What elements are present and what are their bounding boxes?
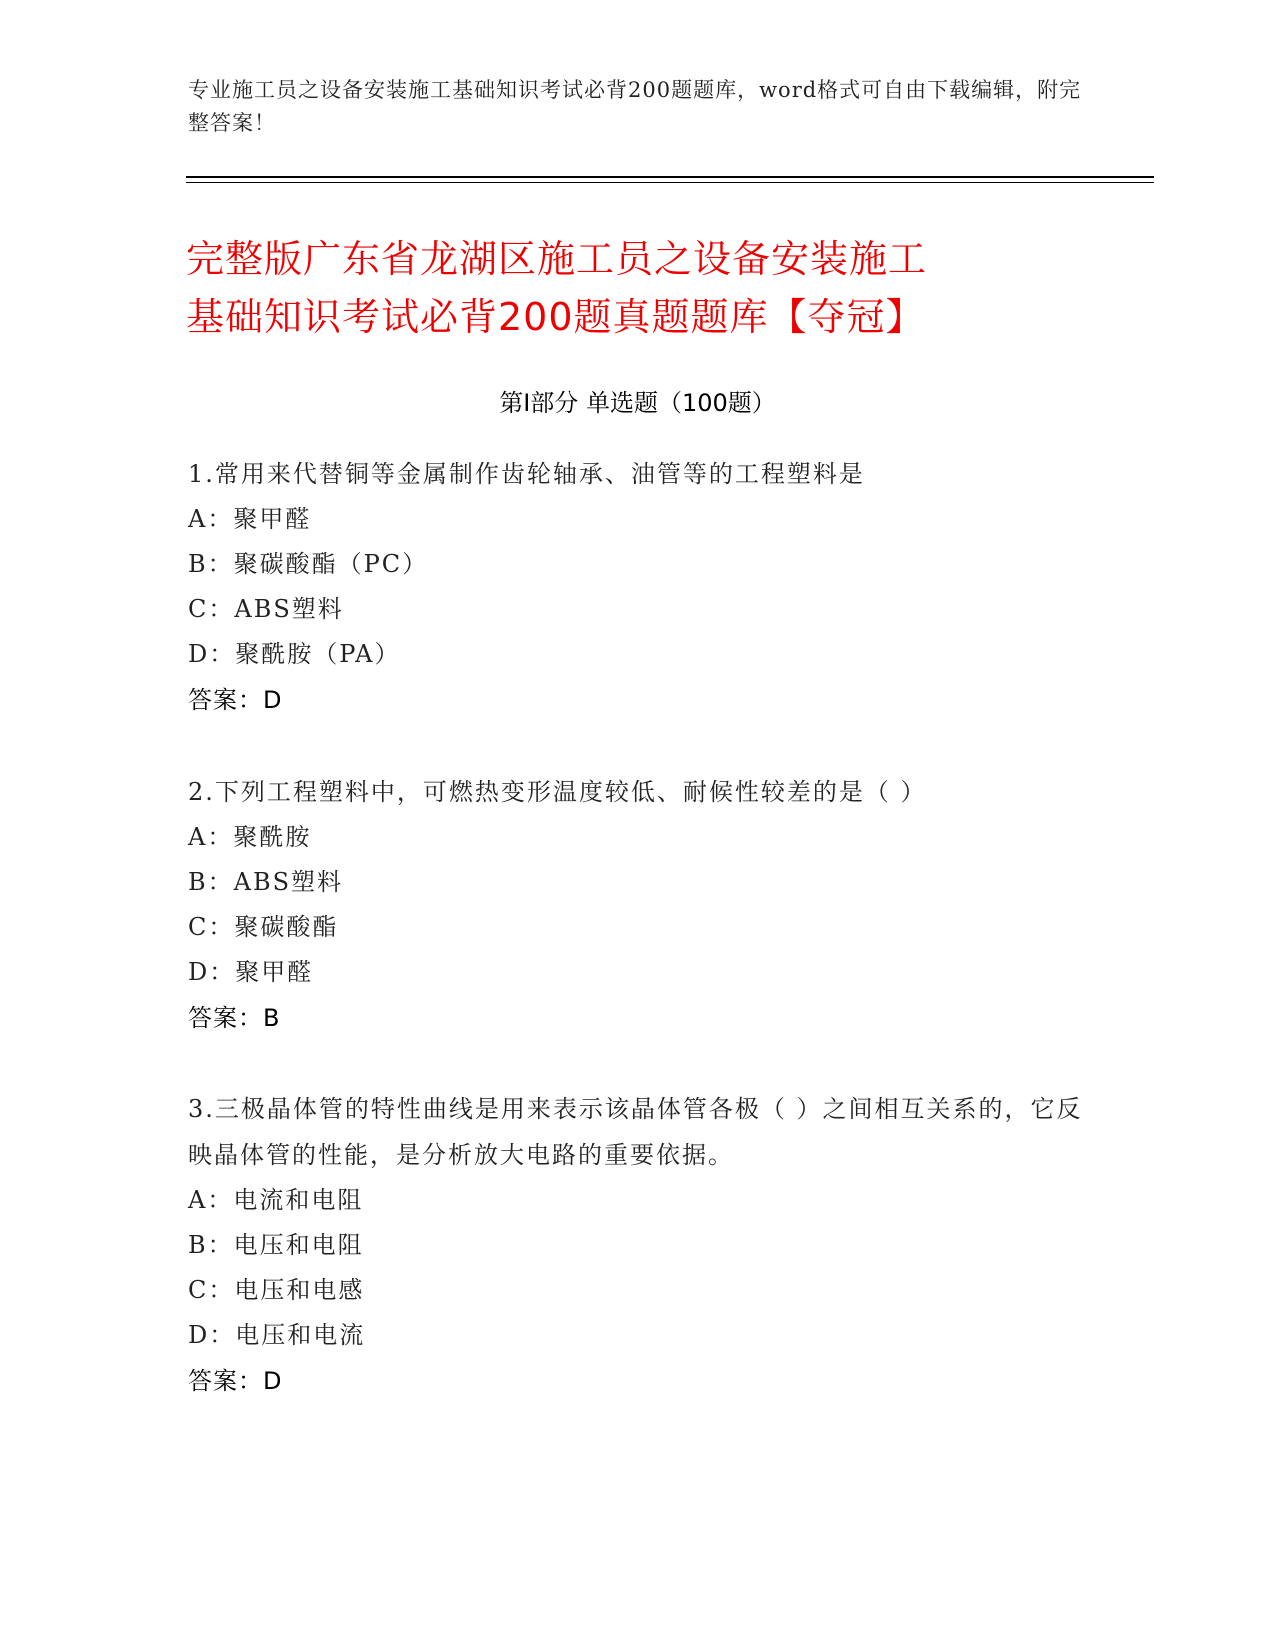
question-stem: 3.三极晶体管的特性曲线是用来表示该晶体管各极（ ）之间相互关系的，它反映晶体管的性能，是分析放大电路的重要依据。 bbox=[188, 1095, 1083, 1169]
answer-label: 答案： bbox=[188, 686, 263, 714]
option-c: C：ABS塑料 bbox=[188, 595, 344, 623]
question-stem: 2.下列工程塑料中，可燃热变形温度较低、耐候性较差的是（ ） bbox=[188, 778, 927, 806]
option-a: A：聚甲醛 bbox=[188, 505, 312, 533]
question-1 bbox=[188, 451, 1088, 723]
answer-line bbox=[188, 1358, 1088, 1404]
question-2 bbox=[188, 769, 1088, 1041]
option-d: D：聚甲醛 bbox=[188, 958, 314, 986]
question-3 bbox=[188, 1086, 1088, 1404]
answer-value: D bbox=[263, 1367, 282, 1395]
option-a: A：聚酰胺 bbox=[188, 823, 312, 851]
option-b: B：ABS塑料 bbox=[188, 868, 344, 896]
option-b: B：聚碳酸酯（PC） bbox=[188, 550, 429, 578]
document-title-line-2: 基础知识考试必背200题真题题库【夺冠】 bbox=[186, 295, 925, 339]
option-a: A：电流和电阻 bbox=[188, 1186, 364, 1214]
header-divider-thick bbox=[186, 176, 1154, 178]
header-divider-thin bbox=[186, 182, 1154, 183]
option-c: C：电压和电感 bbox=[188, 1276, 365, 1304]
answer-value: B bbox=[263, 1004, 280, 1032]
answer-label: 答案： bbox=[188, 1367, 263, 1395]
document-title bbox=[186, 230, 1086, 346]
option-b: B：电压和电阻 bbox=[188, 1231, 364, 1259]
option-c: C：聚碳酸酯 bbox=[188, 913, 339, 941]
answer-line bbox=[188, 677, 1088, 723]
section-heading: 第Ⅰ部分 单选题（100题） bbox=[499, 389, 776, 417]
option-d: D：电压和电流 bbox=[188, 1321, 366, 1349]
option-d: D：聚酰胺（PA） bbox=[188, 640, 401, 668]
question-stem: 1.常用来代替铜等金属制作齿轮轴承、油管等的工程塑料是 bbox=[188, 460, 865, 488]
document-title-line-1: 完整版广东省龙湖区施工员之设备安装施工 bbox=[186, 237, 928, 281]
answer-value: D bbox=[263, 686, 282, 714]
header-note: 专业施工员之设备安装施工基础知识考试必背200题题库，word格式可自由下载编辑，附完整答案！ bbox=[188, 78, 1082, 135]
answer-line bbox=[188, 995, 1088, 1041]
answer-label: 答案： bbox=[188, 1004, 263, 1032]
